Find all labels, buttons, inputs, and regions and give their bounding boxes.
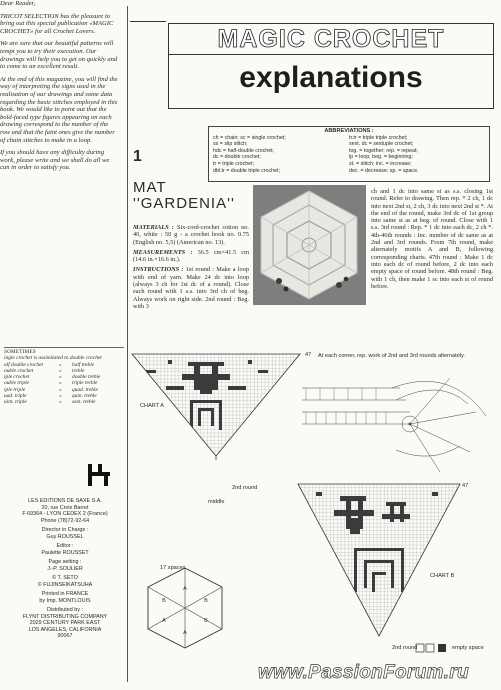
abbreviations-title: ABBREVIATIONS : [324, 128, 374, 134]
substitution-cell: » [59, 380, 62, 387]
substitution-cell: quin. treble [72, 393, 97, 400]
imprint-line: J.-P. SOULIER [47, 565, 83, 572]
substitution-cell: » [59, 399, 62, 406]
substitution-row [4, 399, 124, 405]
imprint-line: 2029 CENTURY PARK EAST [29, 620, 101, 626]
substitution-cell: ouble crochet [4, 367, 34, 374]
imprint-page-setting [4, 559, 126, 572]
pattern-name [133, 180, 235, 212]
substitution-cell: » [59, 374, 62, 381]
chart-a-label: CHART A [140, 403, 165, 409]
svg-text:A: A [183, 586, 187, 592]
mat-photo [253, 185, 366, 305]
imprint-line: Distributed by : [47, 607, 83, 613]
pattern-name-line-2: ''GARDENIA'' [133, 195, 235, 212]
instructions-label: INSTRUCTIONS : [133, 266, 184, 274]
abbreviations-col-1 [213, 135, 349, 175]
imprint-line: Guy ROUSSEL [46, 533, 84, 540]
intro-paragraph-3: At the end of this magazine, you will find the way of interpreting the signs used in the realisation of our drawings and some data regarding the basic stitches employed in this book. We would like to point out that the bold-faced type figures appearing on each drawing correspond to the number of the row and that the faint ones give the number of chain stitches to make in a loop. [0, 75, 118, 144]
imprint-line: Page setting : [48, 559, 82, 565]
chart-a-row-47: 47 [305, 352, 312, 358]
substitution-cell: » [59, 386, 62, 393]
svg-text:A: A [183, 630, 187, 636]
imprint [4, 498, 126, 643]
instructions-continued: ch and 1 dc into same st as s.s. closing 1st round. Refer to drawing. Then rep. * 2 ch, 1 dc into next 2nd st, 2 ch, 3 dc into next 2nd st *. At the end of the round, make 3rd dc of 1st group into same st as at beg. of round. Close with 1 s.s. 3rd round : Rep. * 1 dc into each dc, 2 ch *. 4th-46th rounds : Inc. number of dc same as at 2nd and 3rd rounds. From 7th round, make alternately motifs A and B, following corresponding charts. 47th round : Make 1 dc into each dc of round before, 2 dc into each empty space of round before. 48th round : Beg. with 1 ch, then make 1 sc into each st of round before. [371, 188, 493, 290]
imprint-line: ch = chain; sc = single crochet; [213, 134, 286, 141]
imprint-line: lp = loop; beg. = beginning; [349, 154, 413, 161]
imprint-line: dc = double crochet; [213, 154, 261, 161]
editorial-column [0, 0, 118, 172]
legend-empty-space: empty space [452, 645, 484, 651]
substitution-cell: uad. triple [4, 393, 27, 400]
chart-a-round-label: 2nd round [232, 485, 258, 491]
chart-b-row-47: 47 [462, 483, 469, 489]
substitution-cell: » [59, 361, 62, 368]
abbreviations-col-2 [349, 135, 485, 175]
substitution-cell: half treble [72, 361, 95, 368]
corner-note: At each corner, rep. work of 2nd and 3rd rounds alternately. [318, 353, 465, 359]
substitution-cell: sext. treble [72, 399, 96, 406]
imprint-line: LOS ANGELES, CALIFORNIA [28, 626, 102, 633]
legend-round-label: 2nd round [392, 645, 418, 651]
imprint-line: Editor : [56, 543, 74, 549]
pattern-details [133, 224, 249, 310]
column-divider [127, 6, 128, 682]
imprint-line: Phone (78)72-92-64 [40, 517, 90, 524]
imprint-line: hdc = half-double crochet; [213, 147, 275, 154]
svg-text:B: B [204, 618, 208, 624]
legend-symbols [414, 640, 450, 654]
middle-label: middle [208, 499, 225, 505]
gardenia-mat-image [253, 185, 366, 305]
chart-b-label: CHART B [430, 573, 455, 579]
imprint-line: F 69364 - LYON CEDEX 2 (France) [22, 511, 108, 517]
svg-text:B: B [162, 598, 166, 604]
materials-text: Six-cord-crochet cotton no. 40, white : 50 g - a crochet hook no. 0.75 (English no. 5,5) (American no. 13). [133, 224, 250, 246]
svg-text:A: A [162, 618, 166, 624]
substitution-header: SOMETIMES [4, 347, 124, 355]
imprint-line: Printed in FRANCE [41, 591, 89, 597]
imprint-printed [4, 591, 126, 604]
measurements-label: MEASUREMENTS : [133, 248, 193, 256]
spaces-label: 17 spaces [160, 565, 186, 571]
intro-paragraph-1: TRICOT SELECTION has the pleasure to bring out this special publication «MAGIC CROCHET» for all Crochet Lovers. [0, 12, 114, 35]
imprint-line: tr.tr = triple triple crochet; [349, 134, 408, 141]
imprint-line: FLYNT DISTRIBUTING COMPANY [22, 613, 108, 620]
imprint-line: tr = triple crochet; [213, 160, 255, 167]
imprint-line: dbl.tr = double triple crochet; [213, 167, 280, 174]
watermark: www.PassionForum.ru [258, 662, 469, 683]
substitution-cell: alf double crochet [4, 361, 44, 368]
substitution-cell: treble [72, 367, 85, 374]
intro-paragraph-4: If you should have any difficulty during work, please write and we shall do all we can in order to satisfy you. [0, 149, 110, 172]
imprint-line: © T. SETO [52, 575, 78, 581]
stitch-substitution-table [4, 347, 124, 406]
abbreviations-box [208, 126, 490, 182]
hexagon-layout-diagram [140, 562, 230, 654]
substitution-cell: uint. triple [4, 399, 27, 406]
greeting: Dear Reader, [0, 0, 36, 7]
imprint-copyright [4, 575, 126, 588]
substitution-intro: ingle crochet is assimilated to double crochet [4, 355, 102, 362]
substitution-cell: double treble [72, 374, 101, 381]
materials-label: MATERIALS : [133, 224, 174, 231]
substitution-cell: iple crochet [4, 374, 30, 381]
imprint-publisher [4, 498, 126, 524]
imprint-line: sext. dc = sextuple crochet; [349, 141, 414, 148]
intro-paragraph-2: We are sure that our beautiful patterns will tempt you to try their execution. Our drawings will help you to get on quickly and to come to an excellent result. [0, 40, 118, 71]
svg-text:B: B [204, 598, 208, 604]
title-rule [130, 21, 166, 22]
imprint-line: ss = slip stitch; [213, 141, 248, 148]
chart-b [294, 480, 464, 640]
substitution-cell: ouble triple [4, 380, 30, 387]
instructions-text: 1st round : Make a loop with end of yarn. Make 24 dc into loop (always 3 ch for 1st dc of a round). Close each round with 1 s.s. into 3rd ch of beg. Always work on right side. 2nd round : Beg. with 3 [133, 266, 249, 310]
magazine-title: MAGIC CROCHET [168, 23, 494, 55]
imprint-line: LES EDITIONS DE SAXE S.A. [28, 498, 102, 504]
imprint-line: by Imp. MONTLOUIS [39, 597, 91, 604]
imprint-line: 20, rue Croix Barret [41, 504, 89, 511]
imprint-line: Director in Charge : [41, 527, 89, 533]
pattern-number: 1 [133, 148, 142, 165]
imprint-line: 90067 [57, 633, 73, 639]
corner-stitch-diagram [300, 368, 496, 480]
substitution-cell: quad. treble [72, 386, 98, 393]
imprint-line: dec. = decrease; sp. = space. [349, 167, 419, 174]
pattern-name-line-1: MAT [133, 179, 167, 196]
imprint-line: © FUJINSEIKATSUHA [37, 581, 93, 588]
imprint-line: tog. = together; rep. = repeat; [349, 147, 418, 154]
imprint-line: Paulette ROUSSET [41, 549, 89, 556]
imprint-distributor [4, 607, 126, 640]
imprint-director [4, 527, 126, 540]
measurements-text: 36.5 cm×41.5 cm (14.6 in.×16.6 in.). [133, 248, 249, 264]
substitution-cell: » [59, 393, 62, 400]
publisher-logo [86, 462, 112, 488]
imprint-editor [4, 543, 126, 556]
imprint-line: st. = stitch; inc. = increase; [349, 160, 412, 167]
substitution-cell: iple triple [4, 386, 26, 393]
substitution-cell: » [59, 367, 62, 374]
substitution-cell: triple treble [72, 380, 98, 387]
section-title: explanations [168, 54, 494, 109]
